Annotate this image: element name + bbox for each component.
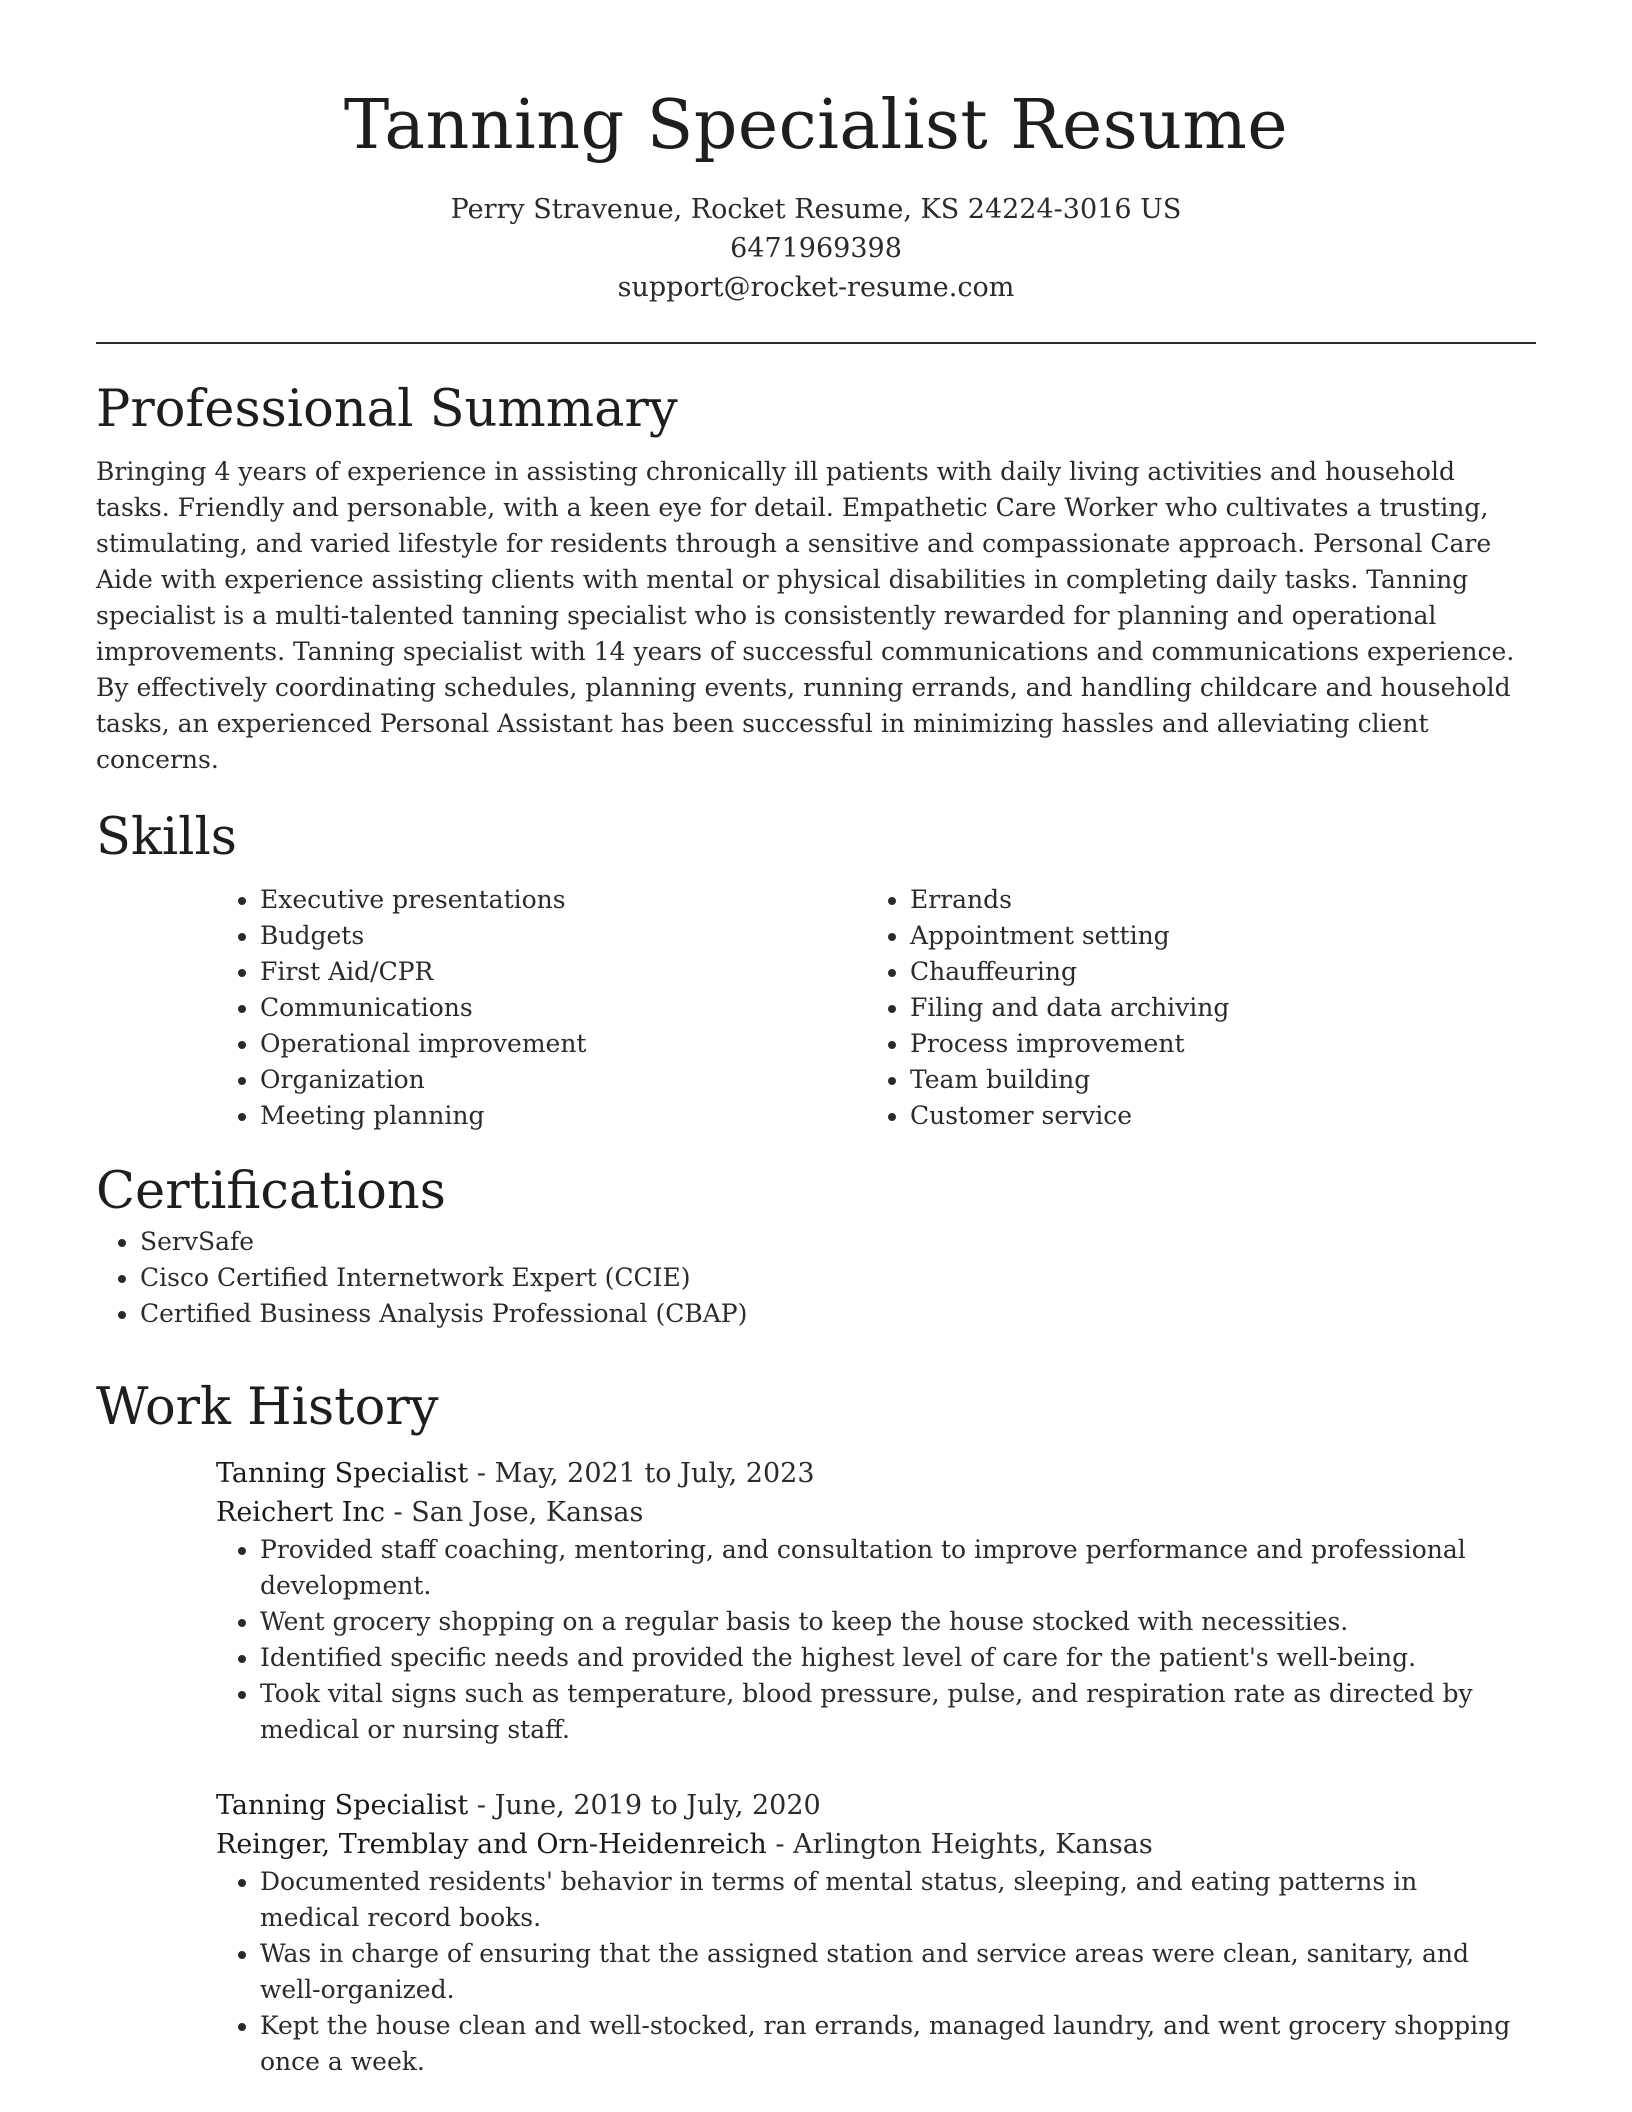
job-duty: • Provided staff coaching, mentoring, and consultation to improve performance and professional development. bbox=[260, 1532, 1516, 1604]
job-entry bbox=[216, 1786, 1516, 2080]
job-location: - Arlington Heights, Kansas bbox=[766, 1829, 1153, 1860]
job-duty: • Took vital signs such as temperature, blood pressure, pulse, and respiration rate as directed by medical or nursing staff. bbox=[260, 1676, 1516, 1748]
job-company-line bbox=[216, 1825, 1516, 1864]
skill-item: • First Aid/CPR bbox=[260, 954, 866, 990]
job-duty: • Went grocery shopping on a regular basis to keep the house stocked with necessities. bbox=[260, 1604, 1516, 1640]
job-entry bbox=[216, 1454, 1516, 1748]
resume-title: Tanning Specialist Resume bbox=[343, 86, 1289, 165]
skills-section bbox=[96, 806, 1536, 1134]
job-duty: • Documented residents' behavior in terms of mental status, sleeping, and eating patterns in medical record books. bbox=[260, 1864, 1516, 1936]
skill-item: • Chauffeuring bbox=[910, 954, 1516, 990]
contact-email: support@rocket-resume.com bbox=[617, 272, 1015, 303]
skill-item: • Process improvement bbox=[910, 1026, 1516, 1062]
skills-list-left bbox=[216, 882, 866, 1134]
skills-list-right bbox=[866, 882, 1516, 1134]
certification-item: • Certified Business Analysis Professional (CBAP) bbox=[140, 1296, 1536, 1332]
header-divider bbox=[96, 342, 1536, 344]
job-duty: • Identified specific needs and provided the highest level of care for the patient's well-being. bbox=[260, 1640, 1516, 1676]
work-history-section bbox=[96, 1376, 1536, 2080]
certifications-list bbox=[96, 1224, 1536, 1332]
certification-item: • Cisco Certified Internetwork Expert (CCIE) bbox=[140, 1260, 1536, 1296]
contact-address: Perry Stravenue, Rocket Resume, KS 24224-3016 US bbox=[450, 194, 1182, 225]
job-location: - San Jose, Kansas bbox=[384, 1497, 644, 1528]
skill-item: • Customer service bbox=[910, 1098, 1516, 1134]
skill-item: • Filing and data archiving bbox=[910, 990, 1516, 1026]
skill-item: • Organization bbox=[260, 1062, 866, 1098]
skill-item: • Meeting planning bbox=[260, 1098, 866, 1134]
certification-item: • ServSafe bbox=[140, 1224, 1536, 1260]
contact-phone: 6471969398 bbox=[730, 233, 902, 264]
job-duties bbox=[216, 1532, 1516, 1748]
work-history-heading: Work History bbox=[96, 1378, 439, 1437]
skill-item: • Budgets bbox=[260, 918, 866, 954]
skill-item: • Team building bbox=[910, 1062, 1516, 1098]
job-title-line bbox=[216, 1786, 1516, 1825]
skills-heading: Skills bbox=[96, 808, 237, 867]
skill-item: • Operational improvement bbox=[260, 1026, 866, 1062]
job-company: Reichert Inc bbox=[216, 1497, 385, 1528]
resume-header bbox=[0, 84, 1632, 307]
summary-heading: Professional Summary bbox=[96, 380, 678, 439]
job-dates: - May, 2021 to July, 2023 bbox=[468, 1458, 815, 1489]
certifications-heading: Certifications bbox=[96, 1162, 446, 1221]
job-title: Tanning Specialist bbox=[216, 1458, 469, 1489]
certifications-section bbox=[96, 1160, 1536, 1332]
skills-grid bbox=[216, 882, 1516, 1134]
skill-item: • Executive presentations bbox=[260, 882, 866, 918]
job-duty: • Kept the house clean and well-stocked, ran errands, managed laundry, and went grocery shopping once a week. bbox=[260, 2008, 1516, 2080]
summary-text: Bringing 4 years of experience in assisting chronically ill patients with daily living activities and household tasks. Friendly and personable, with a keen eye for detail. Empathetic Care Worker who cultivates a trusting, stimulating, and varied lifestyle for residents through a sensitive and compassionate approach. Personal Care Aide with experience assisting clients with mental or physical disabilities in completing daily tasks. Tanning specialist is a multi-talented tanning specialist who is consistently rewarded for planning and operational improvements. Tanning specialist with 14 years of successful communications and communications experience. By effectively coordinating schedules, planning events, running errands, and handling childcare and household tasks, an experienced Personal Assistant has been successful in minimizing hassles and alleviating client concerns. bbox=[96, 457, 1515, 774]
skill-item: • Communications bbox=[260, 990, 866, 1026]
job-title: Tanning Specialist bbox=[216, 1790, 469, 1821]
skill-item: • Errands bbox=[910, 882, 1516, 918]
summary-section bbox=[96, 378, 1536, 778]
contact-info bbox=[0, 190, 1632, 307]
job-duties bbox=[216, 1864, 1516, 2080]
job-dates: - June, 2019 to July, 2020 bbox=[468, 1790, 821, 1821]
job-company-line bbox=[216, 1493, 1516, 1532]
job-company: Reinger, Tremblay and Orn-Heidenreich bbox=[216, 1829, 767, 1860]
job-title-line bbox=[216, 1454, 1516, 1493]
job-duty: • Was in charge of ensuring that the assigned station and service areas were clean, sanitary, and well-organized. bbox=[260, 1936, 1516, 2008]
skill-item: • Appointment setting bbox=[910, 918, 1516, 954]
